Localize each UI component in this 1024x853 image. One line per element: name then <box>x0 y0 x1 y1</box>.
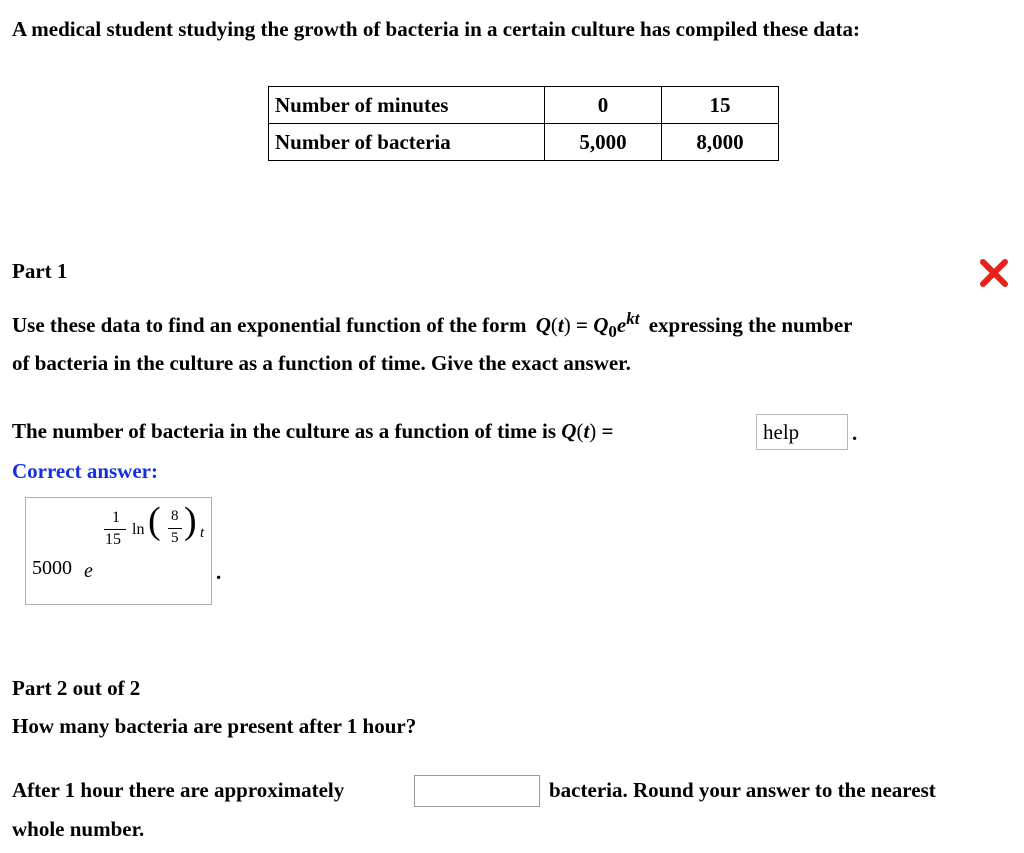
formula: $Q(t) = Q_0e^{kt}$ <box>535 309 640 342</box>
table-cell: 0 <box>545 87 662 124</box>
cross-icon <box>976 255 1012 291</box>
data-table <box>268 86 779 161</box>
correct-answer-label: Correct answer: <box>12 459 158 483</box>
fraction-bar <box>104 529 126 530</box>
part1-title: Part 1 <box>12 259 68 283</box>
part2-prompt-line2: whole number. <box>12 817 145 841</box>
prompt-q: Q <box>561 419 577 443</box>
answer-e: e <box>84 560 93 582</box>
correct-answer-box <box>25 497 212 605</box>
part2-title: Part 2 out of 2 <box>12 676 141 700</box>
prompt-equals: = <box>601 419 614 443</box>
bacteria-count-input[interactable] <box>414 775 540 807</box>
table-cell: 5,000 <box>545 124 662 161</box>
formula-q: Q <box>535 313 551 337</box>
answer-fraction-numerator: 1 <box>112 509 120 526</box>
formula-t: t <box>557 313 564 337</box>
formula-q0: Q <box>593 313 609 337</box>
answer-inner-denominator: 5 <box>171 530 179 546</box>
answer-inner-numerator: 8 <box>171 508 179 524</box>
formula-exponent: kt <box>626 309 640 328</box>
formula-equals: = <box>576 313 588 337</box>
table-row <box>269 124 779 161</box>
intro-text: A medical student studying the growth of bacteria in a certain culture has compiled these data: <box>12 17 860 41</box>
part2-prompt-before: After 1 hour there are approximately <box>12 778 345 802</box>
right-paren: ) <box>184 500 197 542</box>
fraction-bar <box>168 528 182 529</box>
part1-question-line1 <box>12 309 853 342</box>
part2-question: How many bacteria are present after 1 hour? <box>12 714 417 738</box>
part1-prompt: The number of bacteria in the culture as a function of time is Q(t) = <box>12 419 614 443</box>
prompt-text: The number of bacteria in the culture as a function of time is <box>12 419 557 443</box>
answer-input-help[interactable]: help <box>756 414 848 450</box>
table-cell: 15 <box>662 87 779 124</box>
part1-question-line2: of bacteria in the culture as a function of time. Give the exact answer. <box>12 351 631 375</box>
answer-t: t <box>200 525 205 541</box>
left-paren: ( <box>148 500 161 542</box>
row-label: Number of bacteria <box>269 124 545 161</box>
formula-subscript: 0 <box>608 322 617 342</box>
question-text: Use these data to find an exponential function of the form <box>12 313 527 337</box>
prompt-period: . <box>852 421 858 445</box>
prompt-t: t <box>583 419 590 443</box>
question-text: expressing the number <box>648 313 853 337</box>
formula-e: e <box>616 313 627 337</box>
row-label: Number of minutes <box>269 87 545 124</box>
table-cell: 8,000 <box>662 124 779 161</box>
answer-fraction-denominator: 15 <box>105 531 121 548</box>
answer-ln: ln <box>132 521 145 538</box>
part2-prompt-after: bacteria. Round your answer to the nearest <box>549 778 936 802</box>
table-row <box>269 87 779 124</box>
answer-period: . <box>216 560 222 584</box>
answer-coefficient: 5000 <box>32 557 72 579</box>
